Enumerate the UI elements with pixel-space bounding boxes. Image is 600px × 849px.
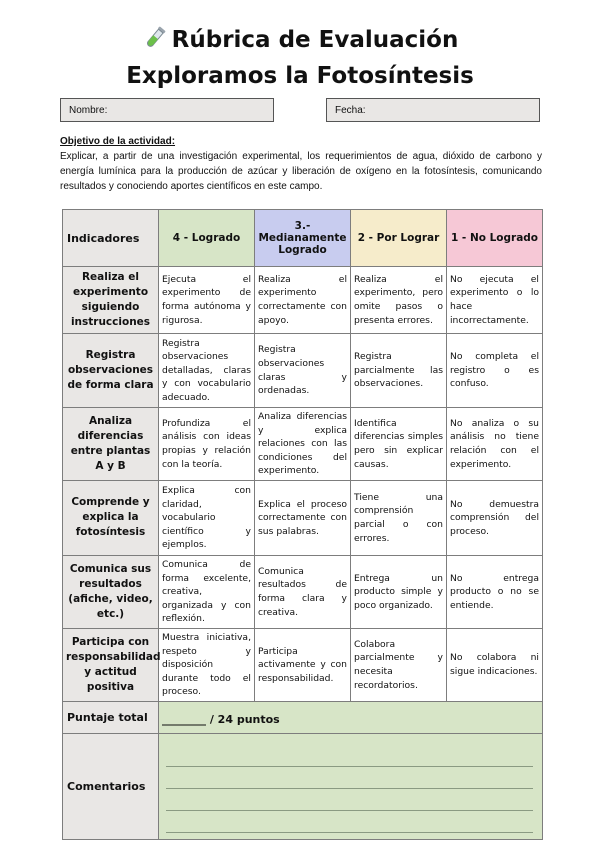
- comments-label: Comentarios: [63, 733, 159, 839]
- level-2-cell: Identifica diferencias simples pero sin explicar causas.: [351, 408, 447, 481]
- total-row: [63, 701, 543, 733]
- subtitle: Exploramos la Fotosíntesis: [126, 63, 474, 89]
- level-4-cell: Comunica de forma excelente, creativa, organizada y con reflexión.: [159, 555, 255, 628]
- name-field[interactable]: [60, 98, 274, 122]
- level-3-cell: Realiza el experimento correctamente con apoyo.: [255, 267, 351, 334]
- level-1-cell: No entrega producto o no se entiende.: [447, 555, 543, 628]
- header-level-2: 2 - Por Lograr: [351, 210, 447, 267]
- comment-line: [166, 767, 533, 789]
- comment-line: [166, 811, 533, 833]
- comments-field[interactable]: [159, 733, 543, 839]
- indicator-cell: Participa con responsabilidad y actitud positiva: [63, 628, 159, 701]
- date-label: Fecha:: [335, 105, 366, 116]
- comment-line: [166, 745, 533, 767]
- header-level-1: 1 - No Logrado: [447, 210, 543, 267]
- level-3-cell: Registra observaciones claras y ordenadas.: [255, 334, 351, 408]
- indicator-cell: Comprende y explica la fotosíntesis: [63, 480, 159, 555]
- level-1-cell: No ejecuta el experimento o lo hace incorrectamente.: [447, 267, 543, 334]
- header-level-4: 4 - Logrado: [159, 210, 255, 267]
- header-indicadores: Indicadores: [63, 210, 159, 267]
- title-line-1: Rúbrica de Evaluación: [171, 27, 459, 53]
- indicator-cell: Realiza el experimento siguiendo instrucciones: [63, 267, 159, 334]
- table-row: [63, 480, 543, 555]
- table-row: [63, 334, 543, 408]
- total-score-field[interactable]: [159, 701, 543, 733]
- level-4-cell: Muestra iniciativa, respeto y disposición durante todo el proceso.: [159, 628, 255, 701]
- level-2-cell: Realiza el experimento, pero omite pasos o presenta errores.: [351, 267, 447, 334]
- level-2-cell: Registra parcialmente las observaciones.: [351, 334, 447, 408]
- level-1-cell: No analiza o su análisis no tiene relación con el experimento.: [447, 408, 543, 481]
- comments-row: [63, 733, 543, 839]
- table-row: [63, 408, 543, 481]
- level-4-cell: Registra observaciones detalladas, claras y con vocabulario adecuado.: [159, 334, 255, 408]
- level-3-cell: Explica el proceso correctamente con sus palabras.: [255, 480, 351, 555]
- comment-line: [166, 789, 533, 811]
- table-row: [63, 628, 543, 701]
- rubric-header-row: [63, 210, 543, 267]
- level-2-cell: Tiene una comprensión parcial o con errores.: [351, 480, 447, 555]
- indicator-cell: Analiza diferencias entre plantas A y B: [63, 408, 159, 481]
- table-row: [63, 267, 543, 334]
- header-level-3: 3.- Medianamente Logrado: [255, 210, 351, 267]
- indicator-cell: Registra observaciones de forma clara: [63, 334, 159, 408]
- date-field[interactable]: [326, 98, 540, 122]
- objective-heading: Objetivo de la actividad:: [60, 136, 176, 147]
- level-1-cell: No demuestra comprensión del proceso.: [447, 480, 543, 555]
- objective-text: Explicar, a partir de una investigación experimental, los requerimientos de agua, dióxido de carbono y energía lumínica para la producción de azúcar y liberación de oxígeno en la fotosíntesis, comunicando resultados y conociendo aportes científicos en este campo.: [60, 151, 542, 192]
- total-score: ________ / 24 puntos: [162, 712, 280, 726]
- level-4-cell: Ejecuta el experimento de forma autónoma y rigurosa.: [159, 267, 255, 334]
- indicator-cell: Comunica sus resultados (afiche, video, etc.): [63, 555, 159, 628]
- level-1-cell: No completa el registro o es confuso.: [447, 334, 543, 408]
- test-tube-icon: [142, 25, 168, 51]
- total-label: Puntaje total: [63, 701, 159, 733]
- level-3-cell: Comunica resultados de forma clara y creativa.: [255, 555, 351, 628]
- level-4-cell: Profundiza el análisis con ideas propias y relación con la teoría.: [159, 408, 255, 481]
- rubric-table: [62, 209, 543, 840]
- name-label: Nombre:: [69, 105, 108, 116]
- level-3-cell: Analiza diferencias y explica relaciones con las condiciones del experimento.: [255, 408, 351, 481]
- comment-lines: [160, 735, 541, 833]
- page-title: [0, 23, 600, 57]
- table-row: [63, 555, 543, 628]
- level-1-cell: No colabora ni sigue indicaciones.: [447, 628, 543, 701]
- level-3-cell: Participa activamente y con responsabilidad.: [255, 628, 351, 701]
- level-2-cell: Entrega un producto simple y poco organizado.: [351, 555, 447, 628]
- level-2-cell: Colabora parcialmente y necesita recordatorios.: [351, 628, 447, 701]
- level-4-cell: Explica con claridad, vocabulario científico y ejemplos.: [159, 480, 255, 555]
